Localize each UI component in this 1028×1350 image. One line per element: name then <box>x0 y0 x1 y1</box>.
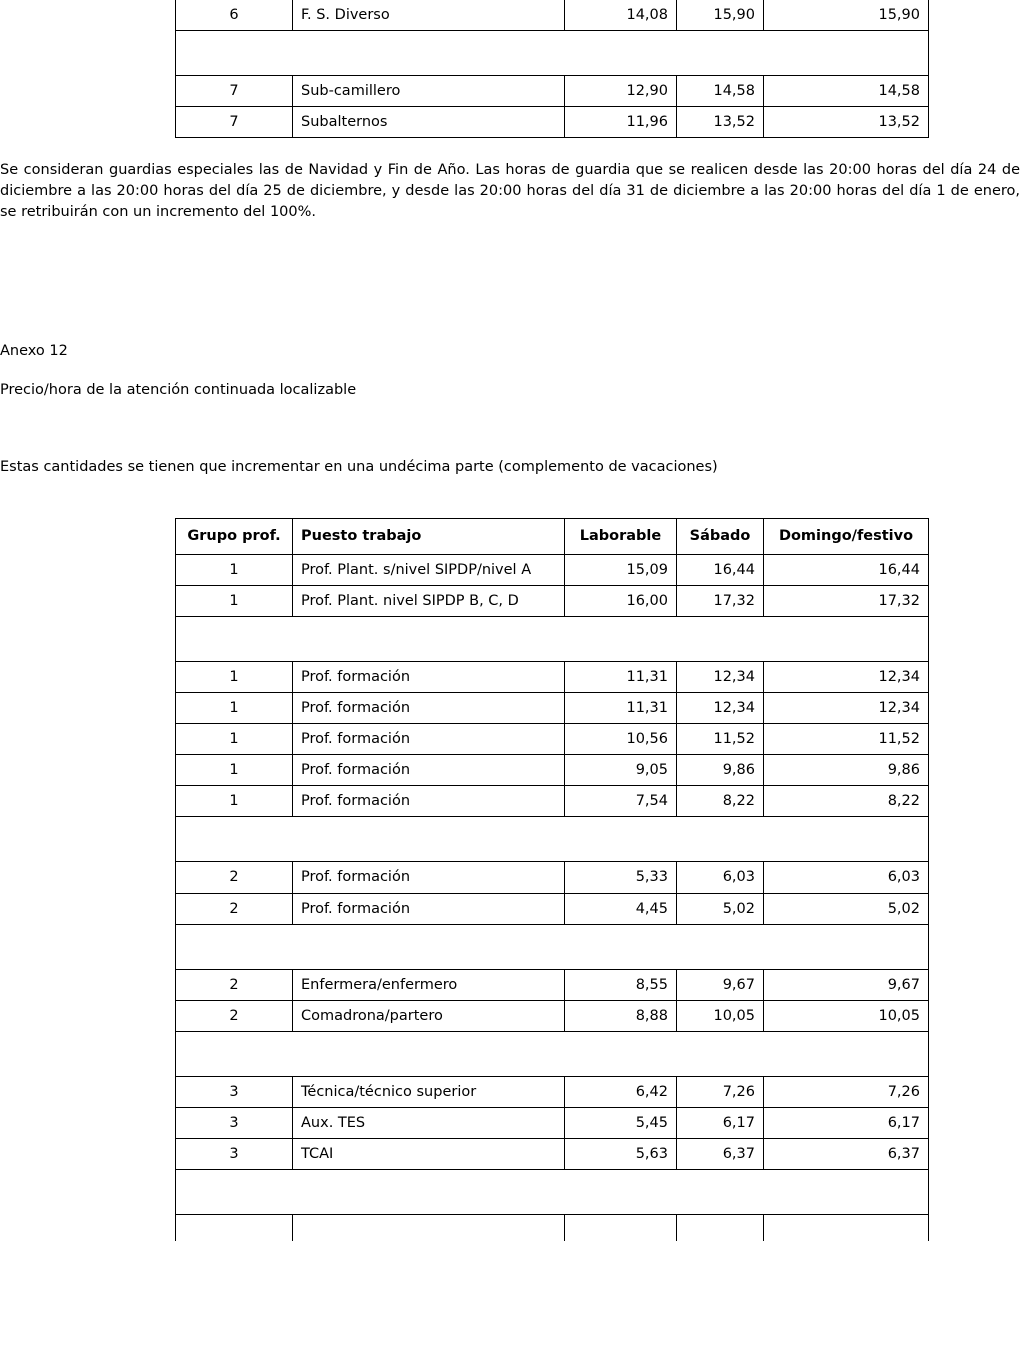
cell-laborable: 16,00 <box>565 585 677 616</box>
cell-puesto: Aux. TES <box>293 1108 565 1139</box>
cell-laborable: 7,54 <box>565 786 677 817</box>
table-row <box>176 76 929 107</box>
cell-sabado: 17,32 <box>677 585 764 616</box>
cell-sabado: 12,34 <box>677 661 764 692</box>
cell-sabado <box>677 1215 764 1242</box>
spacer-cell <box>176 924 929 969</box>
cell-puesto: F. S. Diverso <box>293 0 565 31</box>
cell-grupo: 7 <box>176 76 293 107</box>
table-row <box>176 1108 929 1139</box>
cell-puesto: Prof. formación <box>293 755 565 786</box>
table-row <box>176 755 929 786</box>
table-row <box>176 786 929 817</box>
guardias-rates-body <box>176 0 929 138</box>
guardias-rates-table <box>175 0 929 138</box>
cell-grupo: 2 <box>176 862 293 893</box>
cell-domingo: 15,90 <box>764 0 929 31</box>
header-grupo: Grupo prof. <box>176 519 293 554</box>
atencion-continuada-table <box>175 518 929 1241</box>
cell-laborable: 10,56 <box>565 724 677 755</box>
cell-domingo: 16,44 <box>764 554 929 585</box>
cell-domingo: 12,34 <box>764 692 929 723</box>
spacer-cell <box>176 817 929 862</box>
cell-puesto: Prof. formación <box>293 862 565 893</box>
table-spacer-row <box>176 1170 929 1215</box>
cell-laborable <box>565 1215 677 1242</box>
table-row <box>176 661 929 692</box>
cell-laborable: 4,45 <box>565 893 677 924</box>
header-puesto: Puesto trabajo <box>293 519 565 554</box>
cell-domingo: 8,22 <box>764 786 929 817</box>
cell-laborable: 12,90 <box>565 76 677 107</box>
anexo-title: Anexo 12 <box>0 343 68 360</box>
cell-domingo: 11,52 <box>764 724 929 755</box>
cell-domingo: 6,37 <box>764 1139 929 1170</box>
cell-sabado: 9,67 <box>677 969 764 1000</box>
cell-laborable: 11,31 <box>565 661 677 692</box>
cell-puesto: Prof. formación <box>293 786 565 817</box>
cell-domingo: 7,26 <box>764 1076 929 1107</box>
cell-laborable: 5,63 <box>565 1139 677 1170</box>
spacer-cell <box>176 1031 929 1076</box>
table-spacer-row <box>176 31 929 76</box>
cell-sabado: 10,05 <box>677 1000 764 1031</box>
table-row <box>176 585 929 616</box>
spacer-cell <box>176 1170 929 1215</box>
cell-laborable: 14,08 <box>565 0 677 31</box>
cell-grupo: 2 <box>176 1000 293 1031</box>
cell-domingo <box>764 1215 929 1242</box>
cell-domingo: 14,58 <box>764 76 929 107</box>
table-row <box>176 969 929 1000</box>
table-header-row <box>176 519 929 554</box>
table-row-cut-off <box>176 1215 929 1242</box>
table-row <box>176 554 929 585</box>
table-spacer-row <box>176 616 929 661</box>
cell-domingo: 13,52 <box>764 107 929 138</box>
table-row <box>176 862 929 893</box>
cell-puesto: TCAI <box>293 1139 565 1170</box>
cell-grupo: 3 <box>176 1076 293 1107</box>
cell-grupo: 1 <box>176 585 293 616</box>
cell-sabado: 9,86 <box>677 755 764 786</box>
cell-grupo: 2 <box>176 893 293 924</box>
table-spacer-row <box>176 817 929 862</box>
cell-puesto: Comadrona/partero <box>293 1000 565 1031</box>
header-sabado: Sábado <box>677 519 764 554</box>
cell-sabado: 13,52 <box>677 107 764 138</box>
spacer-cell <box>176 31 929 76</box>
cell-grupo <box>176 1215 293 1242</box>
cell-puesto <box>293 1215 565 1242</box>
cell-sabado: 6,17 <box>677 1108 764 1139</box>
cell-sabado: 6,37 <box>677 1139 764 1170</box>
table-row <box>176 1000 929 1031</box>
cell-grupo: 3 <box>176 1139 293 1170</box>
cell-puesto: Técnica/técnico superior <box>293 1076 565 1107</box>
atencion-continuada-head <box>176 519 929 554</box>
table-row <box>176 1076 929 1107</box>
cell-laborable: 5,33 <box>565 862 677 893</box>
anexo-subtitle: Precio/hora de la atención continuada localizable <box>0 382 357 399</box>
cell-sabado: 5,02 <box>677 893 764 924</box>
cell-grupo: 3 <box>176 1108 293 1139</box>
cell-laborable: 11,96 <box>565 107 677 138</box>
cell-domingo: 9,67 <box>764 969 929 1000</box>
guardias-especiales-paragraph: Se consideran guardias especiales las de Navidad y Fin de Año. Las horas de guardia que se realicen desde las 20:00 horas del día 24 de diciembre a las 20:00 horas del día 25 de diciembre, y desde las 20:00 horas del día 31 de diciembre a las 20:00 horas del día 1 de enero, se retribuirán con un incremento del 100%. <box>0 162 1020 221</box>
atencion-continuada-body <box>176 554 929 1241</box>
cell-puesto: Enfermera/enfermero <box>293 969 565 1000</box>
table-row <box>176 692 929 723</box>
table-row <box>176 0 929 31</box>
cell-puesto: Prof. Plant. nivel SIPDP B, C, D <box>293 585 565 616</box>
cell-laborable: 15,09 <box>565 554 677 585</box>
cell-puesto: Prof. formación <box>293 893 565 924</box>
cell-sabado: 8,22 <box>677 786 764 817</box>
spacer-cell <box>176 616 929 661</box>
table-spacer-row <box>176 1031 929 1076</box>
cell-puesto: Prof. formación <box>293 661 565 692</box>
cell-laborable: 8,55 <box>565 969 677 1000</box>
table-spacer-row <box>176 924 929 969</box>
cell-grupo: 2 <box>176 969 293 1000</box>
cell-grupo: 6 <box>176 0 293 31</box>
cell-puesto: Prof. Plant. s/nivel SIPDP/nivel A <box>293 554 565 585</box>
cell-grupo: 1 <box>176 554 293 585</box>
cell-laborable: 8,88 <box>565 1000 677 1031</box>
cell-domingo: 12,34 <box>764 661 929 692</box>
table-row <box>176 724 929 755</box>
anexo-note: Estas cantidades se tienen que incrementar en una undécima parte (complemento de vacaciones) <box>0 459 718 476</box>
cell-sabado: 16,44 <box>677 554 764 585</box>
table-row <box>176 107 929 138</box>
cell-sabado: 11,52 <box>677 724 764 755</box>
cell-sabado: 15,90 <box>677 0 764 31</box>
cell-domingo: 6,17 <box>764 1108 929 1139</box>
cell-grupo: 1 <box>176 692 293 723</box>
cell-domingo: 10,05 <box>764 1000 929 1031</box>
cell-sabado: 6,03 <box>677 862 764 893</box>
cell-sabado: 12,34 <box>677 692 764 723</box>
cell-grupo: 1 <box>176 755 293 786</box>
header-laborable: Laborable <box>565 519 677 554</box>
cell-domingo: 17,32 <box>764 585 929 616</box>
table-row <box>176 893 929 924</box>
cell-laborable: 9,05 <box>565 755 677 786</box>
cell-grupo: 1 <box>176 661 293 692</box>
cell-grupo: 7 <box>176 107 293 138</box>
cell-puesto: Sub-camillero <box>293 76 565 107</box>
cell-laborable: 5,45 <box>565 1108 677 1139</box>
cell-laborable: 11,31 <box>565 692 677 723</box>
cell-sabado: 14,58 <box>677 76 764 107</box>
cell-sabado: 7,26 <box>677 1076 764 1107</box>
cell-puesto: Prof. formación <box>293 724 565 755</box>
cell-domingo: 6,03 <box>764 862 929 893</box>
cell-grupo: 1 <box>176 786 293 817</box>
cell-grupo: 1 <box>176 724 293 755</box>
table-row <box>176 1139 929 1170</box>
cell-domingo: 5,02 <box>764 893 929 924</box>
header-domingo: Domingo/festivo <box>764 519 929 554</box>
cell-laborable: 6,42 <box>565 1076 677 1107</box>
cell-domingo: 9,86 <box>764 755 929 786</box>
cell-puesto: Prof. formación <box>293 692 565 723</box>
cell-puesto: Subalternos <box>293 107 565 138</box>
